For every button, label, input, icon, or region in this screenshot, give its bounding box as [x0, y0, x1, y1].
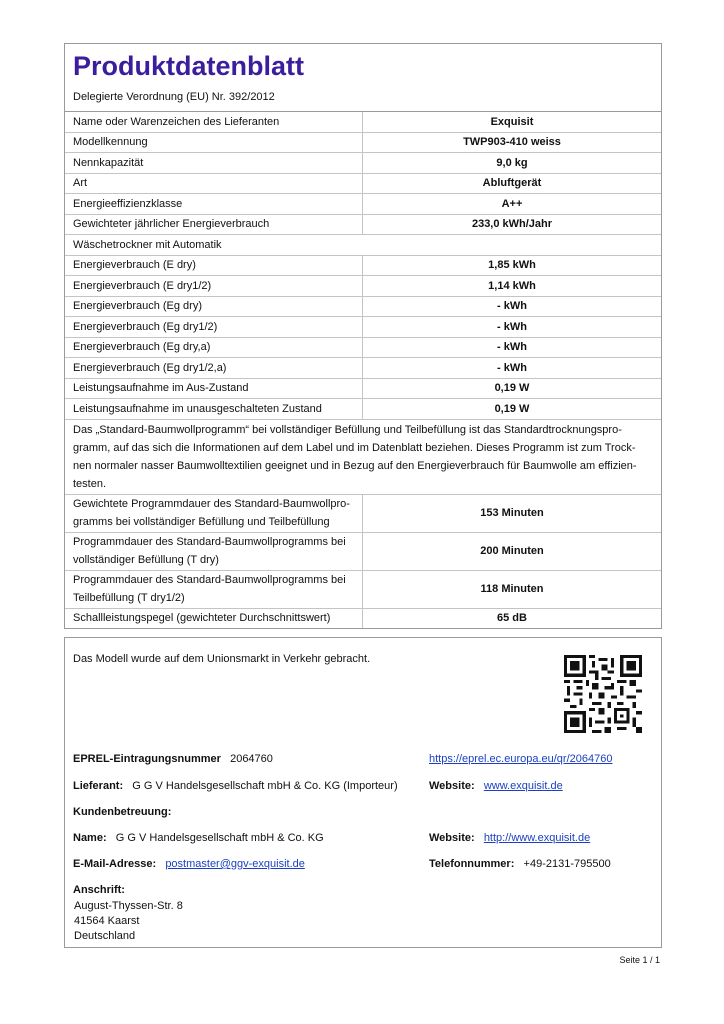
- row-value: Exquisit: [490, 115, 534, 128]
- row-label: Modellkennung: [65, 132, 363, 153]
- table-row: [65, 153, 661, 174]
- website-link[interactable]: www.exquisit.de: [483, 780, 563, 792]
- row-label: Energieverbrauch (Eg dry): [65, 296, 363, 317]
- row-value: 0,19 W: [363, 378, 662, 399]
- email-row: [73, 858, 305, 870]
- table-row: [65, 378, 661, 399]
- row-value: A++: [363, 194, 662, 215]
- row-label: Art: [65, 173, 363, 194]
- table-row: [65, 255, 661, 276]
- automatik-label: Wäschetrockner mit Automatik: [65, 235, 661, 256]
- row-label: Energieverbrauch (E dry): [65, 255, 363, 276]
- table-row: [65, 276, 661, 297]
- table-row: [65, 132, 661, 153]
- eprel-number: 2064760: [230, 753, 273, 765]
- address-line: 41564 Kaarst: [74, 915, 140, 927]
- programm-text-line: Das „Standard-Baumwollprogramm“ bei vollständiger Befüllung und Teilbefüllung ist das Standardtrocknungspro-: [73, 423, 622, 436]
- lieferant-row: [73, 780, 398, 792]
- qr-code-icon[interactable]: [564, 655, 642, 733]
- row-value: 9,0 kg: [363, 153, 662, 174]
- row-label: Gewichteter jährlicher Energieverbrauch: [65, 214, 363, 235]
- page-title: Produktdatenblatt: [73, 51, 305, 81]
- table-row: [65, 419, 661, 494]
- regulation-subtitle: Delegierte Verordnung (EU) Nr. 392/2012: [65, 84, 661, 112]
- row-value: 233,0 kWh/Jahr: [363, 214, 662, 235]
- programm-text-line: nen normaler nasser Baumwolltextilien geeignet und in Bezug auf den Energieverbrauch für Baumwolle am effizien-: [73, 459, 637, 472]
- name-label: Name:: [73, 832, 107, 844]
- row-value: 200 Minuten: [363, 532, 662, 570]
- eprel-label: EPREL-Eintragungsnummer: [73, 753, 221, 765]
- email-link[interactable]: postmaster@ggv-exquisit.de: [165, 858, 305, 870]
- row-label-line: vollständiger Befüllung (T dry): [73, 554, 219, 566]
- row-label-line: Programmdauer des Standard-Baumwollprogramms bei: [73, 536, 346, 548]
- anschrift-label: Anschrift:: [73, 884, 125, 896]
- row-label: Leistungsaufnahme im unausgeschalteten Zustand: [65, 399, 363, 420]
- row-label-line: Programmdauer des Standard-Baumwollprogramms bei: [73, 574, 346, 586]
- eprel-link[interactable]: https://eprel.ec.europa.eu/qr/2064760: [429, 753, 613, 765]
- website2-link[interactable]: http://www.exquisit.de: [483, 832, 591, 844]
- name-value: G G V Handelsgesellschaft mbH & Co. KG: [115, 832, 324, 844]
- telefon-label: Telefonnummer:: [429, 858, 515, 870]
- address-line: Deutschland: [74, 930, 136, 942]
- row-value: 65 dB: [363, 608, 662, 628]
- row-label: Energieeffizienzklasse: [65, 194, 363, 215]
- product-datasheet: [64, 43, 662, 629]
- row-value: - kWh: [363, 337, 662, 358]
- row-label: Leistungsaufnahme im Aus-Zustand: [65, 378, 363, 399]
- supplier-info-box: [64, 637, 662, 948]
- programm-description: [65, 419, 661, 494]
- table-row: [65, 608, 661, 628]
- table-row: [65, 494, 661, 532]
- row-value: 1,14 kWh: [363, 276, 662, 297]
- row-value: 0,19 W: [363, 399, 662, 420]
- row-value: Abluftgerät: [363, 173, 662, 194]
- telefon-value: +49-2131-795500: [523, 858, 611, 870]
- row-label-line: Gewichtete Programmdauer des Standard-Baumwollpro-: [73, 498, 350, 510]
- table-row: [65, 296, 661, 317]
- address-line: August-Thyssen-Str. 8: [74, 900, 183, 912]
- row-label: [65, 494, 363, 532]
- table-row: [65, 112, 661, 132]
- row-label-line: gramms bei vollständiger Befüllung und Teilbefüllung: [73, 516, 330, 528]
- row-value: 1,85 kWh: [363, 255, 662, 276]
- website2-label: Website:: [429, 832, 475, 844]
- row-label: Schallleistungspegel (gewichteter Durchschnittswert): [65, 608, 363, 628]
- lieferant-value: G G V Handelsgesellschaft mbH & Co. KG (Importeur): [132, 780, 398, 792]
- market-text: Das Modell wurde auf dem Unionsmarkt in Verkehr gebracht.: [73, 653, 371, 665]
- lieferant-label: Lieferant:: [73, 780, 124, 792]
- row-label: [65, 532, 363, 570]
- table-row: [65, 214, 661, 235]
- programm-text-line: gramm, auf das sich die Informationen auf dem Label und im Datenblatt beziehen. Dieses Programm ist zum Trock-: [73, 441, 636, 454]
- row-label: Energieverbrauch (Eg dry,a): [65, 337, 363, 358]
- row-label: Name oder Warenzeichen des Lieferanten: [65, 112, 363, 132]
- row-label-line: Teilbefüllung (T dry1/2): [73, 592, 185, 604]
- table-row: [65, 337, 661, 358]
- kundenbetreuung-heading: Kundenbetreuung:: [73, 806, 172, 818]
- table-row: [65, 173, 661, 194]
- table-row: [65, 358, 661, 379]
- row-value: 118 Minuten: [363, 570, 662, 608]
- row-value: - kWh: [363, 296, 662, 317]
- row-value: TWP903-410 weiss: [363, 132, 662, 153]
- table-row: [65, 235, 661, 256]
- eprel-row: [73, 753, 273, 765]
- website2-row: [429, 832, 590, 844]
- page-number: Seite 1 / 1: [619, 955, 660, 965]
- table-row: [65, 570, 661, 608]
- website-label: Website:: [429, 780, 475, 792]
- table-row: [65, 194, 661, 215]
- row-label: [65, 570, 363, 608]
- website-row: [429, 780, 563, 792]
- row-label: Energieverbrauch (Eg dry1/2,a): [65, 358, 363, 379]
- row-label: Energieverbrauch (E dry1/2): [65, 276, 363, 297]
- email-label: E-Mail-Adresse:: [73, 858, 157, 870]
- row-label: Nennkapazität: [65, 153, 363, 174]
- row-value: - kWh: [363, 317, 662, 338]
- spec-table: [65, 112, 661, 628]
- table-row: [65, 317, 661, 338]
- row-value: 153 Minuten: [363, 494, 662, 532]
- name-row: [73, 832, 324, 844]
- table-row: [65, 399, 661, 420]
- table-row: [65, 532, 661, 570]
- row-label: Energieverbrauch (Eg dry1/2): [65, 317, 363, 338]
- telefon-row: [429, 858, 611, 870]
- row-value: - kWh: [363, 358, 662, 379]
- programm-text-line: testen.: [73, 477, 107, 490]
